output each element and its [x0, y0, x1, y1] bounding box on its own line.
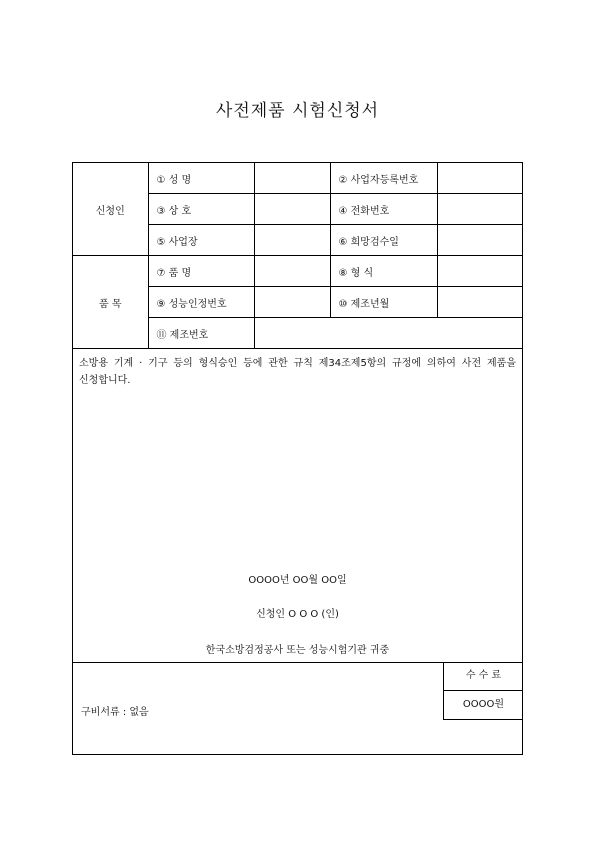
label-mfg-date: ⑩ 제조년월: [330, 287, 437, 318]
value-company[interactable]: [254, 194, 330, 225]
label-product: ⑦ 품 명: [148, 256, 254, 287]
value-serial-no[interactable]: [254, 318, 522, 349]
form-title: 사전제품 시험신청서: [215, 101, 380, 121]
label-phone: ④ 전화번호: [330, 194, 437, 225]
recipient-line: 한국소방검정공사 또는 성능시험기관 귀중: [205, 645, 390, 656]
value-address[interactable]: [254, 225, 330, 256]
section-applicant: 신청인: [73, 163, 148, 256]
value-model[interactable]: [437, 256, 522, 287]
application-form: [72, 162, 523, 755]
value-phone[interactable]: [437, 194, 522, 225]
date-line: OOOO년 OO월 OO일: [248, 575, 347, 586]
label-model: ⑧ 형 식: [330, 256, 437, 287]
value-cert-no[interactable]: [254, 287, 330, 318]
fee-value: OOOO원: [462, 699, 505, 710]
fee-box: [443, 662, 523, 720]
label-name: ① 성 명: [148, 163, 254, 194]
applicant-signature-line: 신청인 O O O (인): [256, 609, 339, 620]
value-product[interactable]: [254, 256, 330, 287]
field-table: [73, 163, 522, 349]
label-cert-no: ⑨ 성능인정번호: [148, 287, 254, 318]
value-desired-date[interactable]: [437, 225, 522, 256]
statement-text: 소방용 기계 · 기구 등의 형식승인 등에 관한 규칙 제34조제5항의 규정에 의하여 사전 제품을 신청합니다.: [79, 358, 516, 386]
label-desired-date: ⑥ 희망검수일: [330, 225, 437, 256]
label-business-no: ② 사업자등록번호: [330, 163, 437, 194]
value-mfg-date[interactable]: [437, 287, 522, 318]
label-company: ③ 상 호: [148, 194, 254, 225]
section-item: 품 목: [73, 256, 148, 349]
fee-label: 수 수 료: [444, 662, 523, 691]
required-documents: 구비서류 : 없음: [81, 707, 149, 718]
label-serial-no: ⑪ 제조번호: [148, 318, 254, 349]
value-name[interactable]: [254, 163, 330, 194]
label-address: ⑤ 사업장: [148, 225, 254, 256]
value-business-no[interactable]: [437, 163, 522, 194]
